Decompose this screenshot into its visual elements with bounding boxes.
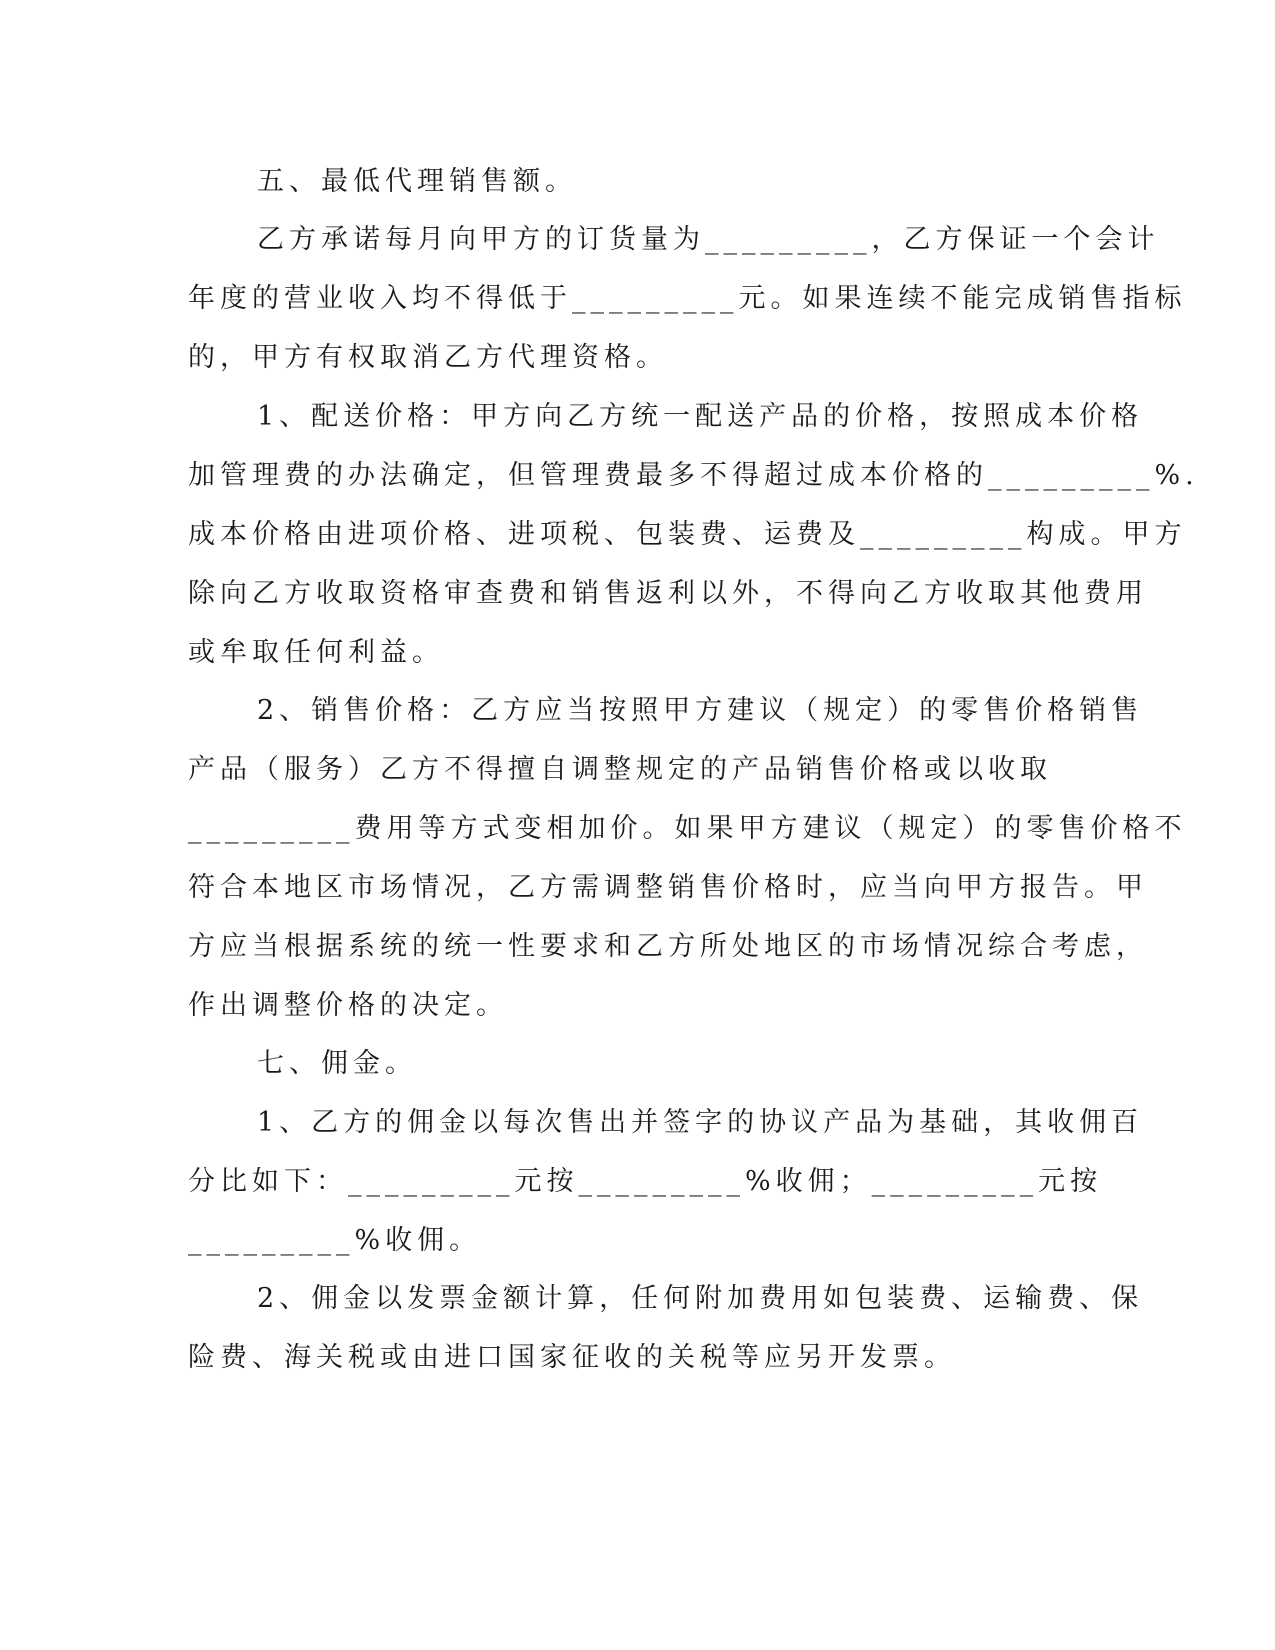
paragraph-line: 1、配送价格：甲方向乙方统一配送产品的价格，按照成本价格 xyxy=(257,401,1144,432)
paragraph-line: _________费用等方式变相加价。如果甲方建议（规定）的零售价格不 xyxy=(188,813,1187,844)
paragraph-line: _________%收佣。 xyxy=(188,1225,482,1256)
paragraph-line: 1、乙方的佣金以每次售出并签字的协议产品为基础，其收佣百 xyxy=(257,1107,1144,1138)
paragraph-line: 或牟取任何利益。 xyxy=(188,637,444,668)
paragraph-line: 险费、海关税或由进口国家征收的关税等应另开发票。 xyxy=(188,1342,956,1373)
paragraph-line: 除向乙方收取资格审查费和销售返利以外，不得向乙方收取其他费用 xyxy=(188,578,1148,609)
paragraph-line: 乙方承诺每月向甲方的订货量为_________，乙方保证一个会计 xyxy=(257,224,1160,255)
paragraph-line: 作出调整价格的决定。 xyxy=(188,990,508,1021)
paragraph-line: 成本价格由进项价格、进项税、包装费、运费及_________构成。甲方 xyxy=(188,519,1187,550)
paragraph-line: 加管理费的办法确定，但管理费最多不得超过成本价格的_________%. xyxy=(188,460,1199,491)
paragraph-line: 2、销售价格：乙方应当按照甲方建议（规定）的零售价格销售 xyxy=(257,695,1144,726)
section-heading: 七、佣金。 xyxy=(257,1048,417,1079)
paragraph-line: 产品（服务）乙方不得擅自调整规定的产品销售价格或以收取 xyxy=(188,754,1052,785)
paragraph-line: 方应当根据系统的统一性要求和乙方所处地区的市场情况综合考虑， xyxy=(188,931,1148,962)
paragraph-line: 符合本地区市场情况，乙方需调整销售价格时，应当向甲方报告。甲 xyxy=(188,872,1148,903)
paragraph-line: 2、佣金以发票金额计算，任何附加费用如包装费、运输费、保 xyxy=(257,1283,1144,1314)
paragraph-line: 的，甲方有权取消乙方代理资格。 xyxy=(188,342,668,373)
paragraph-line: 年度的营业收入均不得低于_________元。如果连续不能完成销售指标 xyxy=(188,283,1187,314)
section-heading: 五、最低代理销售额。 xyxy=(257,166,577,197)
paragraph-line: 分比如下：_________元按_________%收佣；_________元按 xyxy=(188,1166,1103,1197)
